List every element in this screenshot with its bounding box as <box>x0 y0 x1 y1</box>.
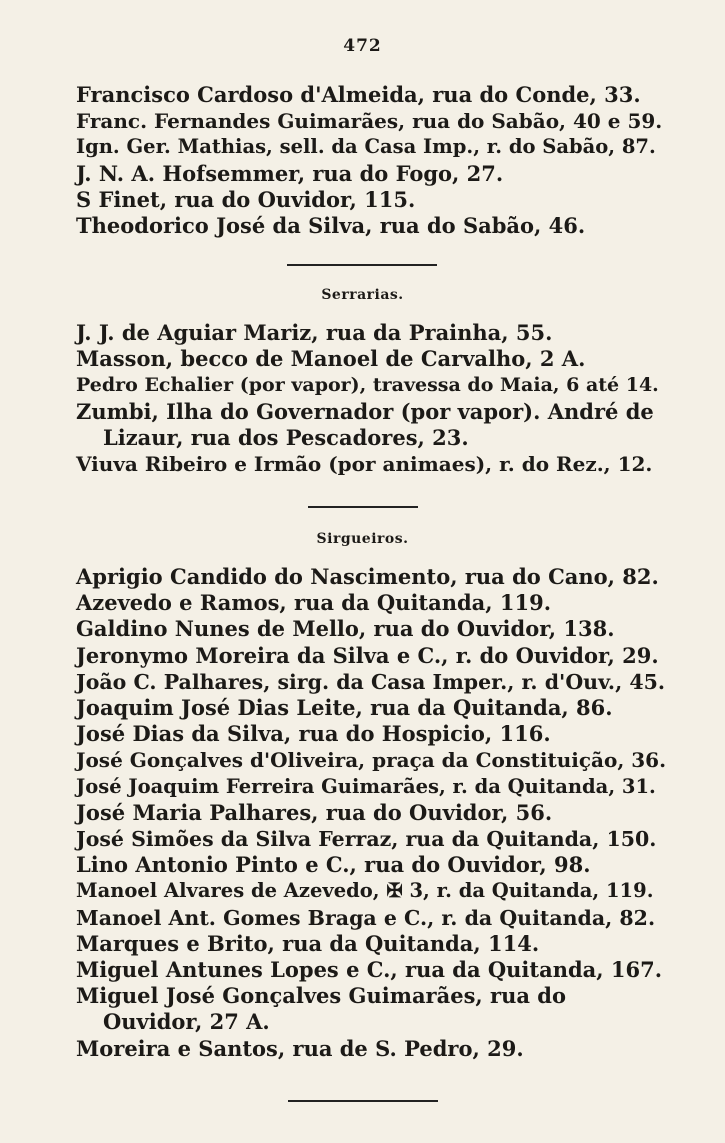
directory-entry: Manoel Ant. Gomes Braga e C., r. da Quitanda, 82. <box>76 905 656 930</box>
directory-entry: Miguel José Gonçalves Guimarães, rua do Ouvidor, 27 A. <box>76 983 566 1035</box>
directory-entry: José Dias da Silva, rua do Hospicio, 116. <box>76 721 551 747</box>
section-heading-serrarias: Serrarias. <box>321 287 404 303</box>
directory-entry: Aprigio Candido do Nascimento, rua do Cano, 82. <box>76 564 659 589</box>
directory-entry: Zumbi, Ilha do Governador (por vapor). André de Lizaur, rua dos Pescadores, 23. <box>76 398 654 450</box>
section-heading-sirgueiros: Sirgueiros. <box>316 531 409 547</box>
directory-entry: Marques e Brito, rua da Quitanda, 114. <box>76 930 540 956</box>
section-divider <box>288 1100 438 1102</box>
directory-entry: Franc. Fernandes Guimarães, rua do Sabão, 40 e 59. <box>76 109 663 134</box>
section-serrarias <box>76 320 666 477</box>
directory-entry: Joaquim José Dias Leite, rua da Quitanda, 86. <box>76 695 613 721</box>
directory-entry: Masson, becco de Manoel de Carvalho, 2 A. <box>76 346 586 372</box>
page-number: 472 <box>343 36 382 56</box>
section-continuation <box>76 82 666 239</box>
directory-entry: José Simões da Silva Ferraz, rua da Quitanda, 150. <box>76 827 657 852</box>
directory-entry: J. J. de Aguiar Mariz, rua da Prainha, 55. <box>76 320 553 345</box>
directory-entry: José Maria Palhares, rua do Ouvidor, 56. <box>76 799 553 825</box>
directory-entry: Viuva Ribeiro e Irmão (por animaes), r. do Rez., 12. <box>76 452 653 477</box>
directory-entry: Lino Antonio Pinto e C., rua do Ouvidor, 98. <box>76 852 591 878</box>
directory-entry: João C. Palhares, sirg. da Casa Imper., r. d'Ouv., 45. <box>76 669 666 694</box>
directory-entry: José Gonçalves d'Oliveira, praça da Constituição, 36. <box>76 748 667 773</box>
directory-entry: Manoel Alvares de Azevedo, ✠ 3, r. da Quitanda, 119. <box>76 879 654 903</box>
directory-entry: Ign. Ger. Mathias, sell. da Casa Imp., r. do Sabão, 87. <box>76 135 656 159</box>
directory-entry: Theodorico José da Silva, rua do Sabão, 46. <box>76 213 586 239</box>
directory-entry: Francisco Cardoso d'Almeida, rua do Conde, 33. <box>76 82 641 107</box>
section-divider <box>287 264 437 266</box>
directory-entry: Moreira e Santos, rua de S. Pedro, 29. <box>76 1035 524 1061</box>
directory-entry: José Joaquim Ferreira Guimarães, r. da Quitanda, 31. <box>76 774 656 798</box>
directory-entry: Pedro Echalier (por vapor), travessa do Maia, 6 até 14. <box>76 374 659 397</box>
section-sirgueiros <box>76 564 666 1062</box>
directory-entry: Miguel Antunes Lopes e C., rua da Quitanda, 167. <box>76 957 663 983</box>
directory-entry: Azevedo e Ramos, rua da Quitanda, 119. <box>76 590 552 616</box>
directory-entry: Jeronymo Moreira da Silva e C., r. do Ouvidor, 29. <box>76 642 659 668</box>
directory-entry: Galdino Nunes de Mello, rua do Ouvidor, 138. <box>76 616 615 642</box>
directory-entry: J. N. A. Hofsemmer, rua do Fogo, 27. <box>76 160 504 186</box>
section-divider <box>308 506 418 508</box>
directory-entry: S Finet, rua do Ouvidor, 115. <box>76 186 416 212</box>
